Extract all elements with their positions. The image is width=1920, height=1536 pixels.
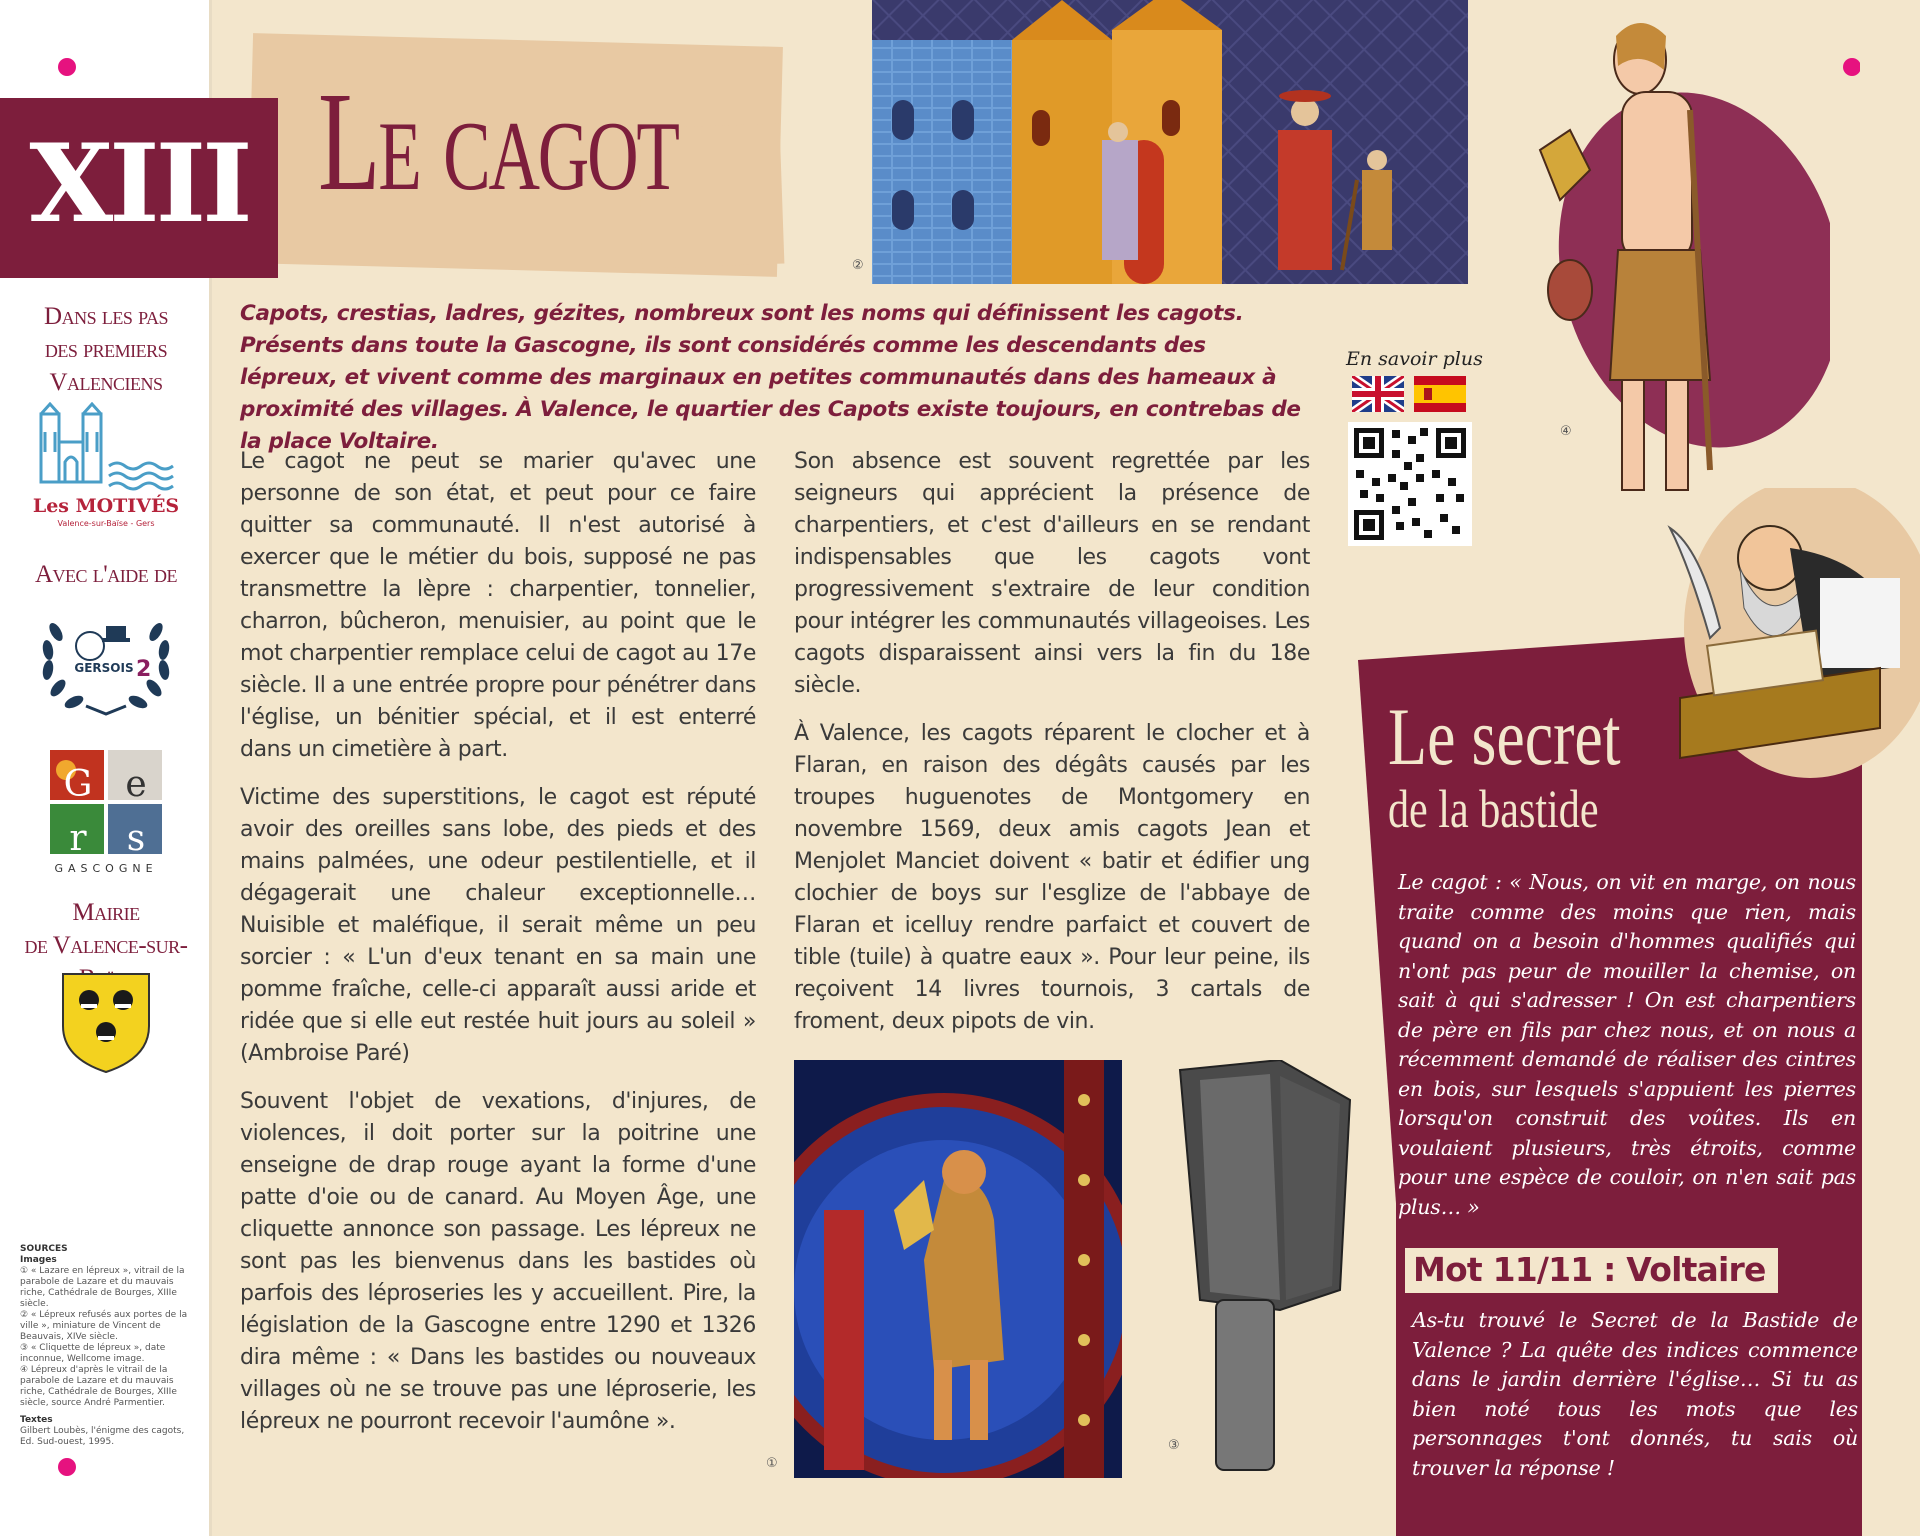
quest-text: As-tu trouvé le Secret de la Bastide de Valence ? La quête des indices commence dans le jardin derrière l'église… Si tu as bien noté tous les mots que les personnages t'ont donnés, tu sais où trouver la réponse ! xyxy=(1412,1308,1858,1480)
intro-text: Capots, crestias, ladres, gézites, nombreux sont les noms qui définissent les cagots. Présents dans toute la Gascogne, ils sont considérés comme les descendants des lépreux, et vivent comme des marginaux en petites communautés dans des hameaux à proximité des villages. À Valence, le quartier des Capots existe toujours, en contrebas de la place Voltaire. xyxy=(240,301,1301,454)
mairie-label: Mairie de Valence-sur- xyxy=(24,899,188,959)
word-label: Mot 11/11 : xyxy=(1413,1250,1616,1289)
coat-of-arms xyxy=(0,970,212,1074)
credit-3: ③ xyxy=(1168,1438,1180,1453)
svg-text:r: r xyxy=(69,818,87,859)
credit-4: ④ xyxy=(1560,424,1572,439)
column-2 xyxy=(794,446,1310,1054)
col1-paragraph: Victime des superstitions, le cagot est réputé avoir des oreilles sans lobe, des pieds et des mains palmées, une odeur pestilentielle, et il dégagerait une chaleur exceptionnelle… Nuisible et maléfique, il serait même un peu sorcier : « L'un d'eux tenant en sa main une pomme fraîche, celle-ci apparaît aussi aride et ridée que si elle eut restée huit jours au soleil » (Ambroise Paré) xyxy=(240,785,756,1066)
logo1-name: Les MOTIVÉS xyxy=(32,495,180,517)
column-1 xyxy=(240,446,756,1454)
logo-gersois-laurel xyxy=(0,602,212,722)
svg-text:e: e xyxy=(125,764,147,805)
spain-flag-icon[interactable] xyxy=(1414,376,1466,412)
col1-paragraph: Le cagot ne peut se marier qu'avec une personne de son état, et peut pour ce faire quitter sa communauté. Il n'est autorisé à exercer que le métier du bois, supposé ne pas transmettre la lèpre : charpentier, tonnelier, charron, bûcheron, menuisier, au point que le mot charpentier remplace celui de cagot au 17e siècle. Il a une entrée propre pour pénétrer dans l'église, un bénitier spécial, et il est enterré dans un cimetière à part. xyxy=(240,449,756,762)
cagot-quote: Le cagot : « Nous, on vit en marge, on nous traite comme des moins que rien, mais quand on a besoin d'hommes qualifiés qui n'ont pas peur de mouiller la chemise, on sait à qui s'adresser ! On est charpentiers de père en fils par chez nous, et on nous a récemment demandé de réaliser des cintres en bois, sur lesquels s'appuient les pierres lorsqu'on construit des voûtes. Ils en voulaient plusieurs, très étroits, comme pour une espèce de couloir, on n'en sait pas plus… » xyxy=(1398,870,1856,1219)
leper-illustration xyxy=(1530,0,1830,540)
credit-1: ① xyxy=(766,1456,778,1471)
credit-2: ② xyxy=(852,258,864,273)
miniature-image xyxy=(872,0,1468,284)
sources: SOURCES Images ① « Lazare en lépreux », vitrail de la parabole de Lazare et du mauvais riche, Cathédrale de Bourges, XIIIe siècle. ② « Lépreux refusés aux portes de la ville », miniature de Vincent de Beauvais, XIVe siècle. ③ « Cliquette de lépreux », date inconnue, Wellcome image. ④ Lépreux d'après le vitrail de la parabole de Lazare et du mauvais riche, Cathédrale de Bourges, XIIIe siècle, source André Parmentier. Textes Gilbert Loubès, l'énigme des cagots, Ed. Sud-ouest, 1995. xyxy=(20,1244,188,1447)
panel-number: XIII xyxy=(29,121,249,247)
scribe-illustration xyxy=(1640,488,1920,788)
pink-dot xyxy=(58,1458,76,1476)
word-badge xyxy=(1405,1248,1778,1293)
col2-paragraph: À Valence, les cagots réparent le clocher et à Flaran, en raison des dégâts causés par les troupes huguenotes de Montgomery en novembre 1569, deux amis cagots Jean et Menjolet Manciet doivent « batir et édifier ung clochier de boys sur l'esglize de l'abbaye de Flaran et icelluy rendre parfaict et couvert de tible (tuile) à quatre eaux ». Pour leur peine, ils reçoivent 14 livres tournois, 3 cartals de froment, deux pipots de vin. xyxy=(794,721,1310,1034)
pink-dot xyxy=(58,58,76,76)
tagline: Dans les pas des premiers Valenciens xyxy=(44,303,168,396)
word-value: Voltaire xyxy=(1626,1250,1766,1289)
page-title: Le cagot xyxy=(318,62,678,220)
logo-gers-gascogne xyxy=(0,750,212,878)
clapper-image xyxy=(1160,1060,1356,1478)
more-info-label: En savoir plus xyxy=(1346,348,1483,370)
col2-paragraph: Son absence est souvent regrettée par les seigneurs qui apprécient la présence de charpentiers, et c'est d'ailleurs en se rendant indispensables que les cagots vont progressivement s'extraire de leur condition pour intégrer les communautés villageoises. Les cagots disparaissent ainsi vers la fin du 18e siècle. xyxy=(794,449,1310,698)
panel-number-box xyxy=(0,98,278,278)
pink-dot xyxy=(1843,58,1861,76)
aid-label: Avec l'aide de xyxy=(34,561,178,588)
logo1-sub: Valence-sur-Baïse - Gers xyxy=(57,519,155,528)
secret-title: Le secret xyxy=(1388,691,1621,782)
svg-text:G: G xyxy=(63,764,93,805)
col1-paragraph: Souvent l'objet de vexations, d'injures, de violences, il doit porter sur la poitrine une enseigne de drap rouge ayant la forme d'une patte d'oie ou de canard. Au Moyen Âge, une cliquette annonce son passage. Les lépreux ne sont pas les bienvenus dans les bastides où parfois des léproseries les y accueillent. Pire, la législation de la Gascogne entre 1290 et 1326 dira même : « Dans les bastides ou nouveaux villages où ne se trouve pas une léproserie, les lépreux ne pourront recevoir l'aumône ». xyxy=(240,1089,756,1434)
logo-les-motives xyxy=(0,402,212,532)
logo2-text: GERSOIS xyxy=(74,661,134,675)
logo3-text: GASCOGNE xyxy=(54,862,158,875)
svg-text:s: s xyxy=(126,818,146,859)
qr-code-icon[interactable] xyxy=(1348,422,1472,546)
uk-flag-icon[interactable] xyxy=(1352,376,1404,412)
stained-glass-image xyxy=(794,1060,1122,1478)
secret-subtitle: de la bastide xyxy=(1388,779,1599,839)
svg-text:2: 2 xyxy=(136,657,152,682)
